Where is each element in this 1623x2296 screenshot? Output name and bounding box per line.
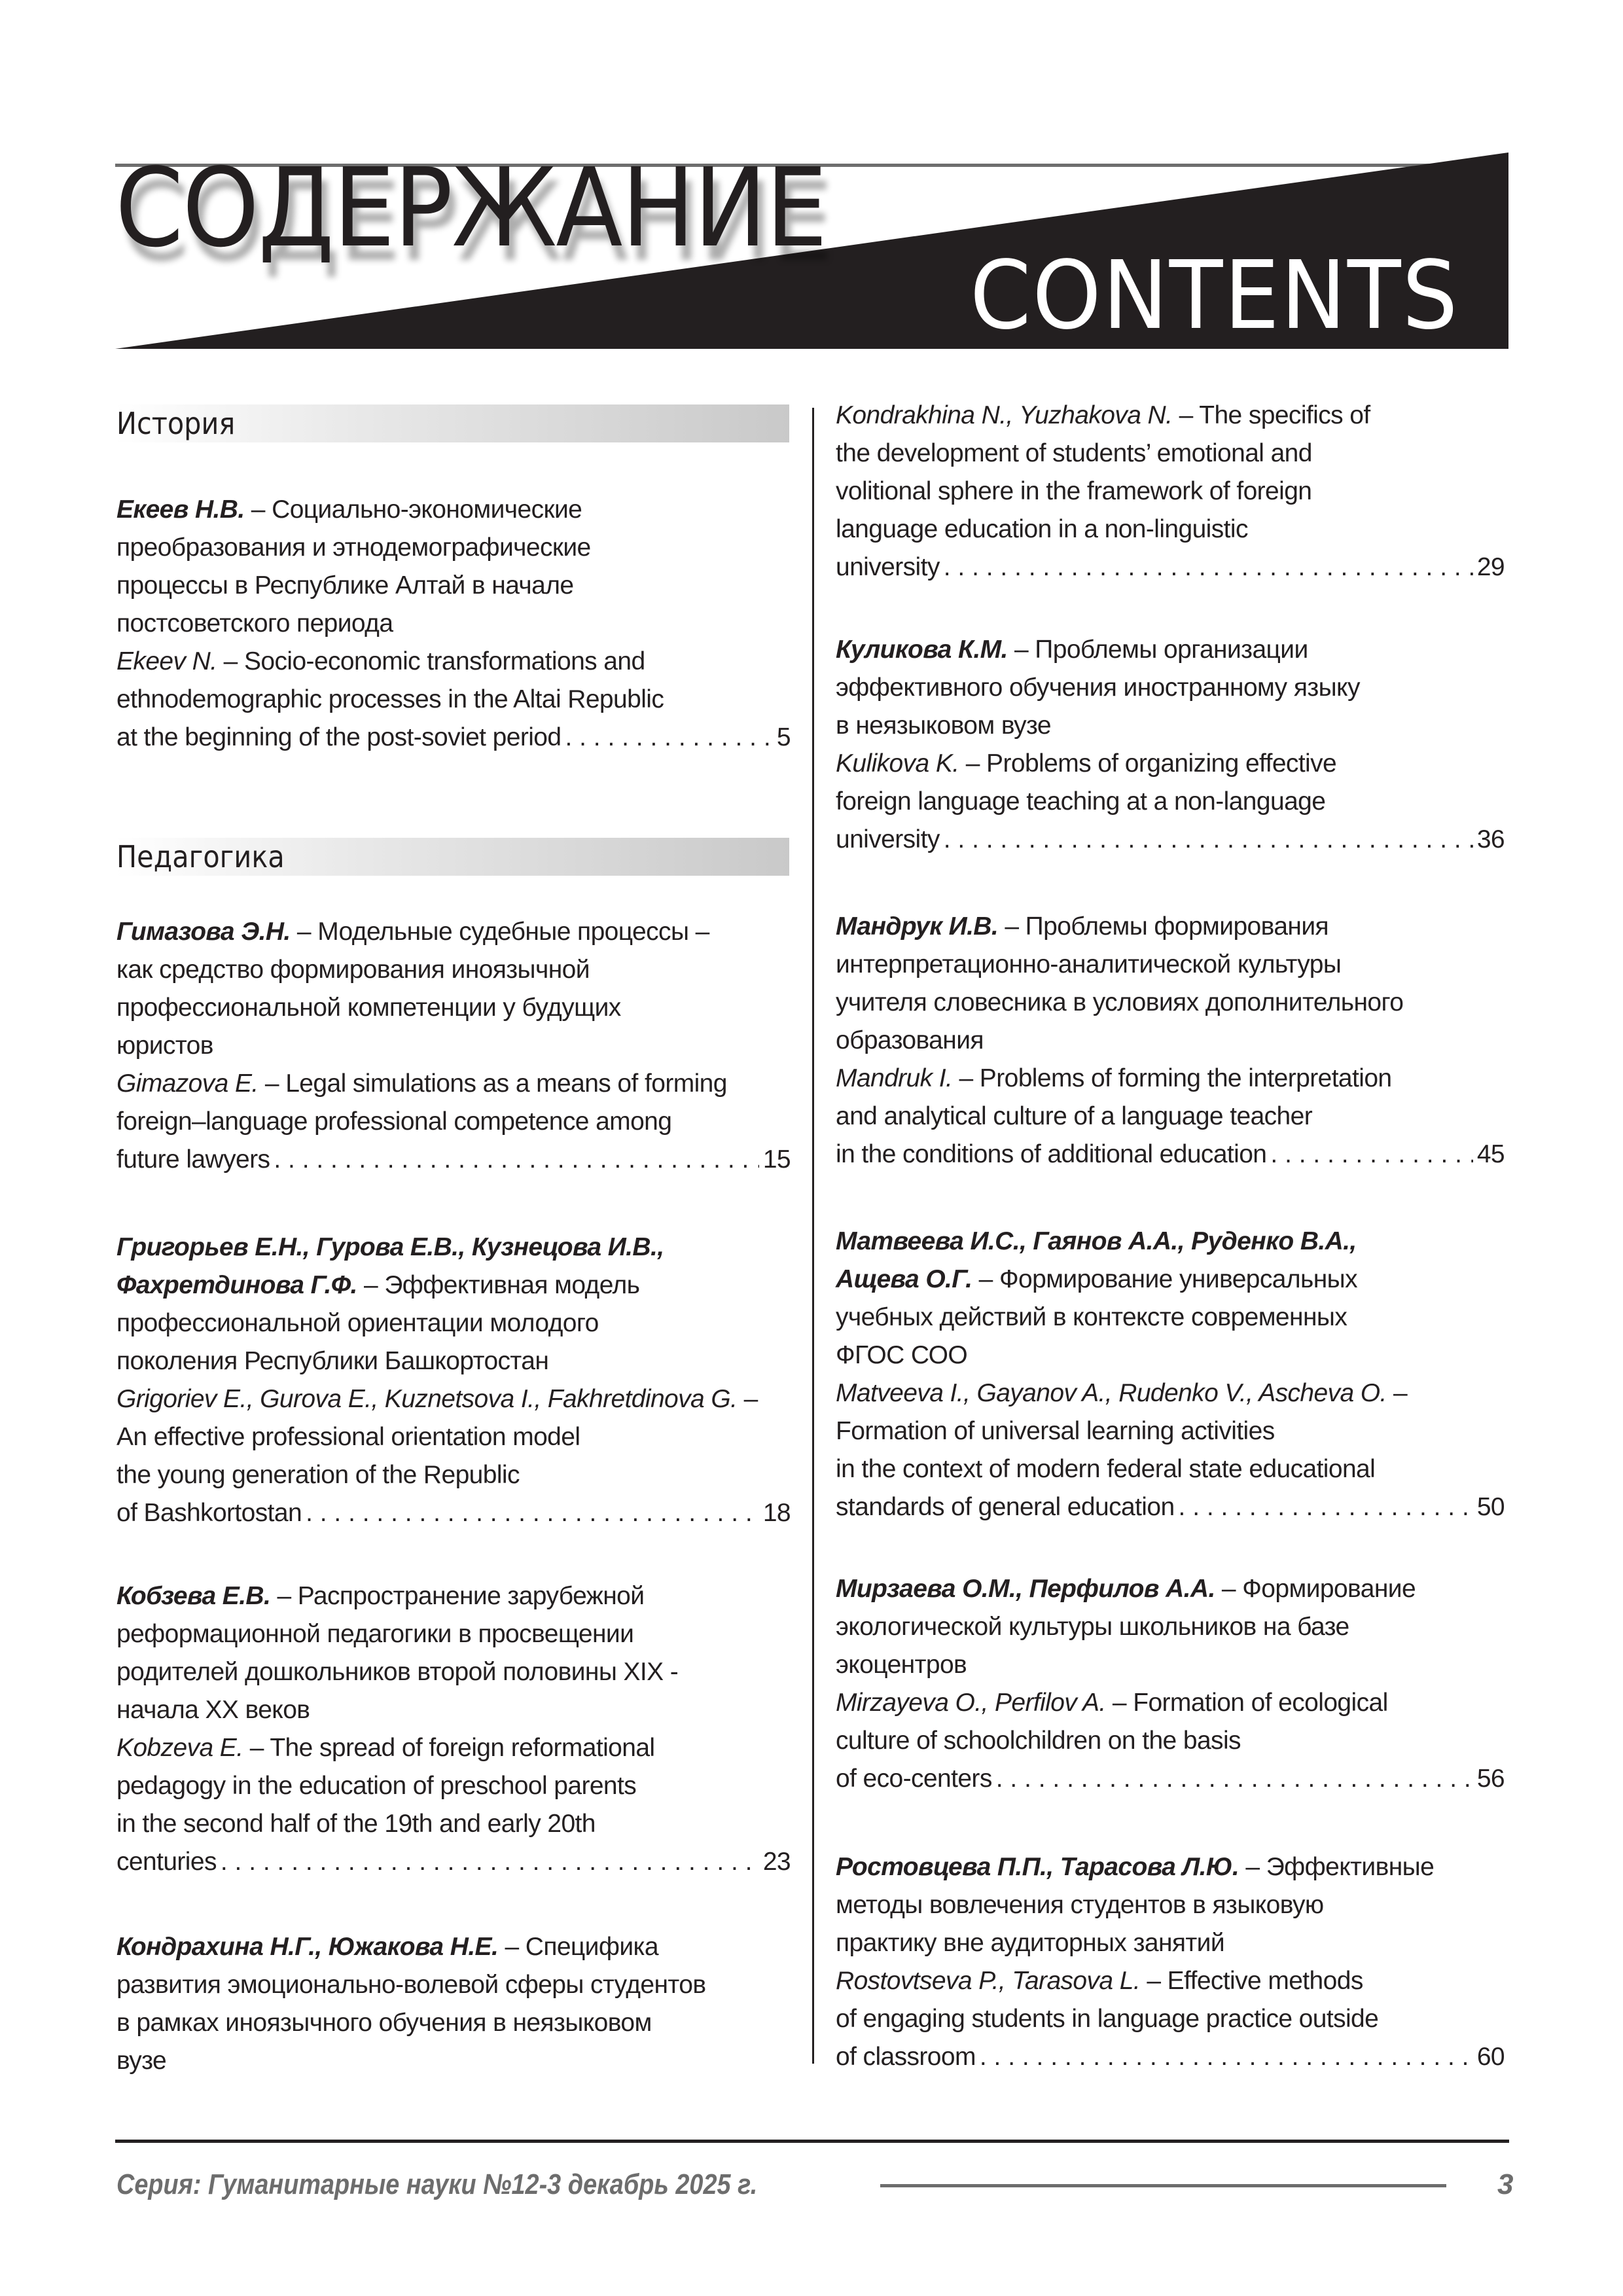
toc-entry-continued[interactable] — [836, 397, 1505, 586]
entry-title-ru-line: родителей дошкольников второй половины XIX - — [116, 1658, 679, 1686]
entry-leader-line: at the beginning of the post-soviet period . . . 5 — [116, 719, 791, 757]
entry-title-ru-line: учебных действий в контексте современных — [836, 1303, 1347, 1331]
entry-title-en-line: and analytical culture of a language teacher — [836, 1102, 1313, 1130]
entry-title-ru-line: образования — [836, 1026, 984, 1054]
entry-leader-line: university . . . 29 — [836, 548, 1505, 586]
entry-title-en-line: culture of schoolchildren on the basis — [836, 1727, 1241, 1755]
page-number[interactable]: 23 — [762, 1848, 791, 1876]
entry-authors-ru: Кондрахина Н.Г., Южакова Н.Е. — [116, 1933, 499, 1961]
entry-title-en-line: in the second half of the 19th and early 20th — [116, 1810, 596, 1838]
dot-leader — [996, 1760, 1473, 1798]
entry-title-ru-line: юристов — [116, 1031, 213, 1060]
entry-authors-en: Grigoriev E., Gurova E., Kuznetsova I., Fakhretdinova G. — [116, 1385, 738, 1413]
entry-title-ru-line: в неязыковом вузе — [836, 711, 1051, 740]
page-title-ru: СОДЕРЖАНИЕ — [115, 145, 827, 272]
dot-leader — [1270, 1136, 1472, 1174]
entry-title-ru-line: процессы в Республике Алтай в начале — [116, 571, 574, 600]
dot-leader — [565, 719, 772, 757]
footer-rule — [115, 2140, 1509, 2143]
entry-authors-ru: Мандрук И.В. — [836, 912, 999, 941]
entry-title-ru-line: профессиональной компетенции у будущих — [116, 994, 621, 1022]
entry-title-en-line: An effective professional orientation model — [116, 1423, 580, 1451]
entry-title-en-line: Mandruk I. – Problems of forming the interpretation — [836, 1064, 1392, 1092]
toc-entry[interactable] — [836, 1223, 1505, 1526]
entry-authors-en: Kondrakhina N., Yuzhakova N. — [836, 401, 1173, 429]
entry-leader-line: of classroom . . . 60 — [836, 2038, 1505, 2076]
entry-title-en-line: volitional sphere in the framework of foreign — [836, 477, 1312, 505]
entry-title-ru-line: Гимазова Э.Н. – Модельные судебные процессы – — [116, 918, 709, 946]
entry-authors-en: Gimazova E. — [116, 1069, 259, 1098]
entry-authors-ru: Гимазова Э.Н. — [116, 918, 291, 946]
toc-entry[interactable] — [836, 908, 1505, 1174]
section-header-history — [115, 404, 789, 442]
entry-leader-line: future lawyers . . . 15 — [116, 1141, 791, 1179]
dot-leader — [980, 2038, 1473, 2076]
toc-entry[interactable] — [116, 491, 791, 757]
entry-authors-en: Mirzayeva O., Perfilov A. — [836, 1689, 1106, 1717]
section-label: История — [116, 406, 236, 441]
entry-authors-ru: Григорьев Е.Н., Гурова Е.В., Кузнецова И.В., — [116, 1233, 664, 1261]
entry-authors-ru: Екеев Н.В. — [116, 495, 245, 524]
entry-title-ru-line: ФГОС СОО — [836, 1341, 968, 1369]
page-number[interactable]: 45 — [1476, 1140, 1505, 1168]
entry-title-ru-line: Мандрук И.В. – Проблемы формирования — [836, 912, 1329, 941]
section-header-pedagogy — [115, 838, 789, 876]
dot-leader — [1179, 1488, 1473, 1526]
entry-authors-en: Kobzeva E. — [116, 1734, 243, 1762]
entry-title-en-line: pedagogy in the education of preschool parents — [116, 1772, 637, 1800]
entry-title-ru-line: Мирзаева О.М., Перфилов А.А. – Формирование — [836, 1575, 1416, 1603]
page-number[interactable]: 60 — [1476, 2043, 1505, 2071]
page-number[interactable]: 18 — [762, 1499, 791, 1527]
entry-title-ru-line: вузе — [116, 2047, 167, 2075]
entry-title-en-line: the young generation of the Republic — [116, 1461, 520, 1489]
entry-title-ru-line — [836, 1223, 1505, 1261]
page-number[interactable]: 56 — [1476, 1765, 1505, 1793]
entry-title-en-line: Matveeva I., Gayanov A., Rudenko V., Ascheva O. – — [836, 1379, 1408, 1407]
entry-authors-en: Kulikova K. — [836, 749, 959, 778]
entry-leader-line: in the conditions of additional education . . . 45 — [836, 1136, 1505, 1174]
entry-title-en-line: Kondrakhina N., Yuzhakova N. – The specifics of — [836, 401, 1370, 429]
entry-authors-ru: Матвеева И.С., Гаянов А.А., Руденко В.А., — [836, 1227, 1357, 1255]
entry-authors-en: Rostovtseva P., Tarasova L. — [836, 1967, 1141, 1995]
entry-title-en-line: language education in a non-linguistic — [836, 515, 1248, 543]
entry-leader-line: of Bashkortostan . . . 18 — [116, 1494, 791, 1532]
entry-title-en-line: of engaging students in language practice outside — [836, 2005, 1379, 2033]
page-number[interactable]: 5 — [776, 723, 791, 751]
entry-title-en-line: foreign–language professional competence among — [116, 1107, 672, 1136]
dot-leader — [221, 1843, 759, 1881]
entry-title-en-line: Mirzayeva O., Perfilov A. – Formation of ecological — [836, 1689, 1388, 1717]
entry-title-ru-line: Фахретдинова Г.Ф. – Эффективная модель — [116, 1271, 640, 1299]
entry-title-ru-line: профессиональной ориентации молодого — [116, 1309, 599, 1337]
entry-title-en-line: Formation of universal learning activities — [836, 1417, 1275, 1445]
entry-title-en-line: Grigoriev E., Gurova E., Kuznetsova I., Fakhretdinova G. – — [116, 1385, 758, 1413]
entry-leader-line: standards of general education . . . 50 — [836, 1488, 1505, 1526]
toc-entry[interactable] — [836, 1570, 1505, 1798]
entry-leader-line: of eco-centers . . . 56 — [836, 1760, 1505, 1798]
entry-title-ru-line: реформационной педагогики в просвещении — [116, 1620, 634, 1648]
entry-authors-en: Matveeva I., Gayanov A., Rudenko V., Ascheva O. — [836, 1379, 1387, 1407]
entry-title-en-line: the development of students’ emotional and — [836, 439, 1312, 467]
entry-authors-ru: Ростовцева П.П., Тарасова Л.Ю. — [836, 1853, 1240, 1881]
entry-title-ru-line: развития эмоционально-волевой сферы студентов — [116, 1971, 706, 1999]
entry-title-ru-line: практику вне аудиторных занятий — [836, 1929, 1225, 1957]
entry-title-ru-line: Кондрахина Н.Г., Южакова Н.Е. – Специфика — [116, 1933, 658, 1961]
entry-title-ru-line: экоцентров — [836, 1651, 967, 1679]
entry-authors-ru: Кобзева Е.В. — [116, 1582, 271, 1610]
dot-leader — [274, 1141, 758, 1179]
entry-title-ru-line: преобразования и этнодемографические — [116, 533, 591, 562]
entry-title-ru-line: учителя словесника в условиях дополнительного — [836, 988, 1404, 1016]
entry-title-ru-line: Ростовцева П.П., Тарасова Л.Ю. – Эффективные — [836, 1853, 1435, 1881]
footer-line — [880, 2184, 1446, 2187]
section-label: Педагогика — [116, 839, 285, 874]
page-number[interactable]: 50 — [1476, 1493, 1505, 1521]
entry-title-ru-line: экологической культуры школьников на базе — [836, 1613, 1349, 1641]
toc-entry[interactable] — [836, 631, 1505, 859]
entry-title-ru-line: начала XX веков — [116, 1696, 310, 1724]
entry-title-ru-line: поколения Республики Башкортостан — [116, 1347, 549, 1375]
entry-title-en-line: ethnodemographic processes in the Altai Republic — [116, 685, 664, 713]
entry-title-ru-line: в рамках иноязычного обучения в неязыковом — [116, 2009, 652, 2037]
dot-leader — [944, 821, 1473, 859]
column-divider — [812, 408, 814, 2064]
dot-leader — [944, 548, 1473, 586]
entry-title-ru-line: как средство формирования иноязычной — [116, 956, 590, 984]
entry-title-ru-line: интерпретационно-аналитической культуры — [836, 950, 1342, 978]
entry-authors-ru: Куликова К.М. — [836, 636, 1008, 664]
dot-leader — [306, 1494, 759, 1532]
page-title-en: CONTENTS — [970, 240, 1459, 350]
footer-series: Серия: Гуманитарные науки №12-3 декабрь 2025 г. — [116, 2168, 758, 2200]
page-number[interactable]: 36 — [1476, 825, 1505, 853]
toc-entry[interactable] — [116, 913, 791, 1179]
entry-title-ru-line: Кобзева Е.В. – Распространение зарубежной — [116, 1582, 645, 1610]
toc-entry[interactable] — [116, 1229, 791, 1532]
entry-title-ru-line: эффективного обучения иностранному языку — [836, 673, 1360, 702]
entry-title-en-line: in the context of modern federal state educational — [836, 1455, 1376, 1483]
entry-title-en-line: Kulikova K. – Problems of organizing effective — [836, 749, 1337, 778]
toc-entry[interactable] — [836, 1848, 1505, 2076]
entry-title-ru-line: методы вовлечения студентов в языковую — [836, 1891, 1324, 1919]
entry-title-en-line: Rostovtseva P., Tarasova L. – Effective methods — [836, 1967, 1363, 1995]
entry-title-en-line: Kobzeva E. – The spread of foreign reformational — [116, 1734, 655, 1762]
toc-entry[interactable] — [116, 1928, 791, 2080]
entry-authors-ru: Ащева О.Г. — [836, 1265, 972, 1293]
entry-title-en-line: Gimazova E. – Legal simulations as a means of forming — [116, 1069, 727, 1098]
entry-title-ru-line: Екеев Н.В. – Социально-экономические — [116, 495, 582, 524]
entry-leader-line: centuries . . . 23 — [116, 1843, 791, 1881]
entry-authors-en: Ekeev N. — [116, 647, 217, 675]
entry-title-ru-line — [116, 1229, 791, 1266]
entry-leader-line: university . . . 36 — [836, 821, 1505, 859]
toc-entry[interactable] — [116, 1577, 791, 1881]
page-number[interactable]: 15 — [762, 1145, 791, 1174]
entry-title-en-line: Ekeev N. – Socio-economic transformations and — [116, 647, 645, 675]
entry-title-ru-line: Ащева О.Г. – Формирование универсальных — [836, 1265, 1358, 1293]
entry-title-ru-line: Куликова К.М. – Проблемы организации — [836, 636, 1308, 664]
entry-authors-ru: Мирзаева О.М., Перфилов А.А. — [836, 1575, 1215, 1603]
footer-page-number: 3 — [1497, 2168, 1514, 2200]
page-number[interactable]: 29 — [1476, 553, 1505, 581]
entry-title-en-line: foreign language teaching at a non-language — [836, 787, 1326, 816]
entry-authors-ru: Фахретдинова Г.Ф. — [116, 1271, 357, 1299]
entry-title-ru-line: постсоветского периода — [116, 609, 393, 637]
entry-authors-en: Mandruk I. — [836, 1064, 953, 1092]
